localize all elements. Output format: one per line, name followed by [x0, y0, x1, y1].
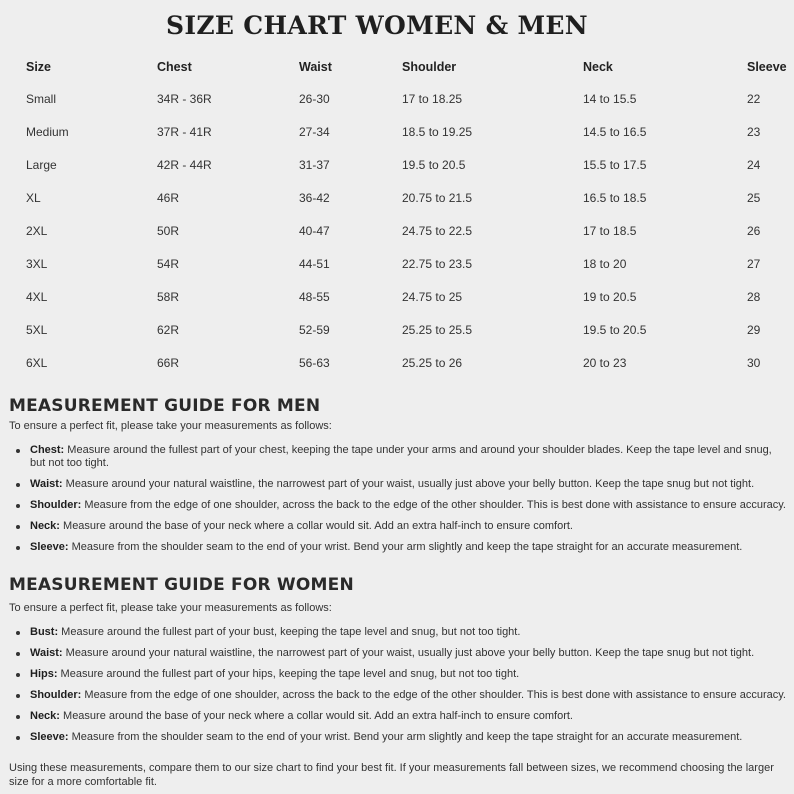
cell-shoulder: 25.25 to 25.5	[402, 322, 473, 337]
cell-waist: 48-55	[299, 289, 330, 304]
cell-size: Small	[26, 92, 57, 107]
term-label: Shoulder:	[30, 499, 82, 511]
list-item	[14, 626, 786, 639]
cell-neck: 16.5 to 18.5	[583, 191, 647, 206]
term-description: Measure from the edge of one shoulder, across the back to the edge of the other shoulder. This is best done with assistance to ensure accuracy.	[81, 689, 786, 701]
header-shoulder: Shoulder	[402, 59, 457, 74]
term-label: Neck:	[30, 520, 60, 532]
table-header-row	[0, 50, 794, 83]
cell-chest: 54R	[157, 256, 180, 271]
cell-sleeve: 24	[747, 158, 761, 173]
cell-waist: 31-37	[299, 158, 330, 173]
table-row	[0, 215, 794, 248]
list-item	[14, 647, 786, 660]
term-description: Measure around the base of your neck where a collar would sit. Add an extra half-inch to ensure comfort.	[59, 520, 573, 532]
table-row	[0, 149, 794, 182]
cell-neck: 18 to 20	[583, 256, 627, 271]
header-neck: Neck	[583, 59, 613, 74]
list-item	[14, 689, 786, 702]
list-item	[14, 731, 786, 744]
cell-sleeve: 26	[747, 224, 761, 238]
bullet-icon	[16, 673, 20, 677]
cell-size: 6XL	[26, 355, 48, 370]
women-guide-title: MEASUREMENT GUIDE FOR WOMEN	[9, 575, 354, 595]
cell-neck: 14.5 to 16.5	[583, 125, 647, 140]
cell-neck: 15.5 to 17.5	[583, 158, 647, 173]
cell-chest: 50R	[157, 224, 180, 238]
list-item	[14, 668, 786, 681]
term-label: Hips:	[30, 668, 58, 680]
cell-neck: 14 to 15.5	[583, 92, 637, 107]
cell-neck: 17 to 18.5	[583, 224, 637, 238]
table-row	[0, 116, 794, 149]
list-item	[14, 499, 786, 512]
bullet-icon	[16, 694, 20, 698]
header-sleeve: Sleeve	[747, 59, 787, 74]
cell-chest: 62R	[157, 322, 180, 337]
cell-shoulder: 18.5 to 19.25	[402, 125, 473, 140]
men-guide-list	[14, 444, 786, 562]
cell-size: 4XL	[26, 289, 48, 304]
cell-size: 2XL	[26, 224, 48, 238]
cell-waist: 40-47	[299, 224, 330, 238]
term-label: Sleeve:	[30, 541, 69, 553]
cell-shoulder: 22.75 to 23.5	[402, 256, 473, 271]
cell-sleeve: 30	[747, 355, 761, 370]
cell-shoulder: 19.5 to 20.5	[402, 158, 466, 173]
cell-shoulder: 17 to 18.25	[402, 92, 463, 107]
term-description: Measure from the shoulder seam to the end of your wrist. Bend your arm slightly and keep the tape straight for an accurate measurement.	[68, 541, 743, 553]
cell-sleeve: 23	[747, 125, 761, 140]
term-description: Measure around the fullest part of your chest, keeping the tape under your arms and around your shoulder blades. Keep the tape level and snug, but not too tight.	[30, 444, 772, 469]
cell-chest: 37R - 41R	[157, 125, 212, 140]
table-row	[0, 313, 794, 346]
term-label: Sleeve:	[30, 731, 69, 743]
term-label: Shoulder:	[30, 689, 82, 701]
cell-neck: 20 to 23	[583, 355, 627, 370]
cell-chest: 46R	[157, 191, 180, 206]
bullet-icon	[16, 736, 20, 740]
cell-chest: 58R	[157, 289, 180, 304]
table-row	[0, 280, 794, 313]
term-description: Measure from the edge of one shoulder, across the back to the edge of the other shoulder. This is best done with assistance to ensure accuracy.	[81, 499, 786, 511]
list-item	[14, 478, 786, 491]
table-row	[0, 346, 794, 379]
cell-sleeve: 22	[747, 92, 761, 107]
cell-sleeve: 27	[747, 256, 761, 271]
term-description: Measure from the shoulder seam to the end of your wrist. Bend your arm slightly and keep the tape straight for an accurate measurement.	[68, 731, 743, 743]
cell-waist: 52-59	[299, 322, 330, 337]
cell-chest: 34R - 36R	[157, 92, 212, 107]
list-item	[14, 710, 786, 723]
term-label: Chest:	[30, 444, 65, 456]
header-chest: Chest	[157, 59, 192, 74]
men-guide-title: MEASUREMENT GUIDE FOR MEN	[9, 396, 321, 416]
cell-sleeve: 29	[747, 322, 761, 337]
cell-waist: 36-42	[299, 191, 330, 206]
term-label: Bust:	[30, 626, 59, 638]
header-size: Size	[26, 59, 52, 74]
size-chart-table	[0, 50, 794, 379]
term-label: Waist:	[30, 647, 63, 659]
cell-waist: 44-51	[299, 256, 330, 271]
women-guide-intro: To ensure a perfect fit, please take your measurements as follows:	[9, 602, 332, 614]
header-waist: Waist	[299, 59, 332, 74]
cell-neck: 19 to 20.5	[583, 289, 637, 304]
cell-waist: 56-63	[299, 355, 330, 370]
cell-shoulder: 24.75 to 22.5	[402, 224, 473, 238]
footer-note: Using these measurements, compare them to our size chart to find your best fit. If your measurements fall between sizes, we recommend choosing the larger size for a more comfortable fit.	[9, 762, 774, 788]
women-guide-list	[14, 626, 786, 752]
term-description: Measure around the fullest part of your bust, keeping the tape level and snug, but not too tight.	[58, 626, 521, 638]
cell-chest: 66R	[157, 355, 180, 370]
cell-waist: 26-30	[299, 92, 330, 107]
cell-shoulder: 24.75 to 25	[402, 289, 463, 304]
list-item	[14, 444, 786, 470]
term-description: Measure around your natural waistline, the narrowest part of your waist, usually just above your belly button. Keep the tape snug but not tight.	[62, 647, 755, 659]
table-row	[0, 182, 794, 215]
table-row	[0, 247, 794, 280]
bullet-icon	[16, 504, 20, 508]
cell-size: Large	[26, 158, 57, 173]
bullet-icon	[16, 652, 20, 656]
cell-size: 3XL	[26, 256, 48, 271]
term-description: Measure around the base of your neck where a collar would sit. Add an extra half-inch to ensure comfort.	[59, 710, 573, 722]
cell-shoulder: 25.25 to 26	[402, 355, 463, 370]
bullet-icon	[16, 631, 20, 635]
bullet-icon	[16, 449, 20, 453]
table-row	[0, 83, 794, 116]
cell-size: Medium	[26, 125, 69, 140]
cell-size: 5XL	[26, 322, 48, 337]
cell-sleeve: 28	[747, 289, 761, 304]
men-guide-intro: To ensure a perfect fit, please take your measurements as follows:	[9, 420, 332, 432]
term-label: Waist:	[30, 478, 63, 490]
cell-sleeve: 25	[747, 191, 761, 206]
cell-waist: 27-34	[299, 125, 330, 140]
term-description: Measure around the fullest part of your hips, keeping the tape level and snug, but not too tight.	[57, 668, 520, 680]
size-chart-body	[0, 83, 794, 379]
cell-shoulder: 20.75 to 21.5	[402, 191, 473, 206]
cell-size: XL	[26, 191, 41, 206]
cell-neck: 19.5 to 20.5	[583, 322, 647, 337]
term-label: Neck:	[30, 710, 60, 722]
bullet-icon	[16, 483, 20, 487]
page-title: SIZE CHART WOMEN & MEN	[166, 11, 588, 40]
bullet-icon	[16, 525, 20, 529]
term-description: Measure around your natural waistline, the narrowest part of your waist, usually just above your belly button. Keep the tape snug but not tight.	[62, 478, 755, 490]
list-item	[14, 541, 786, 554]
bullet-icon	[16, 715, 20, 719]
cell-chest: 42R - 44R	[157, 158, 212, 173]
bullet-icon	[16, 546, 20, 550]
list-item	[14, 520, 786, 533]
